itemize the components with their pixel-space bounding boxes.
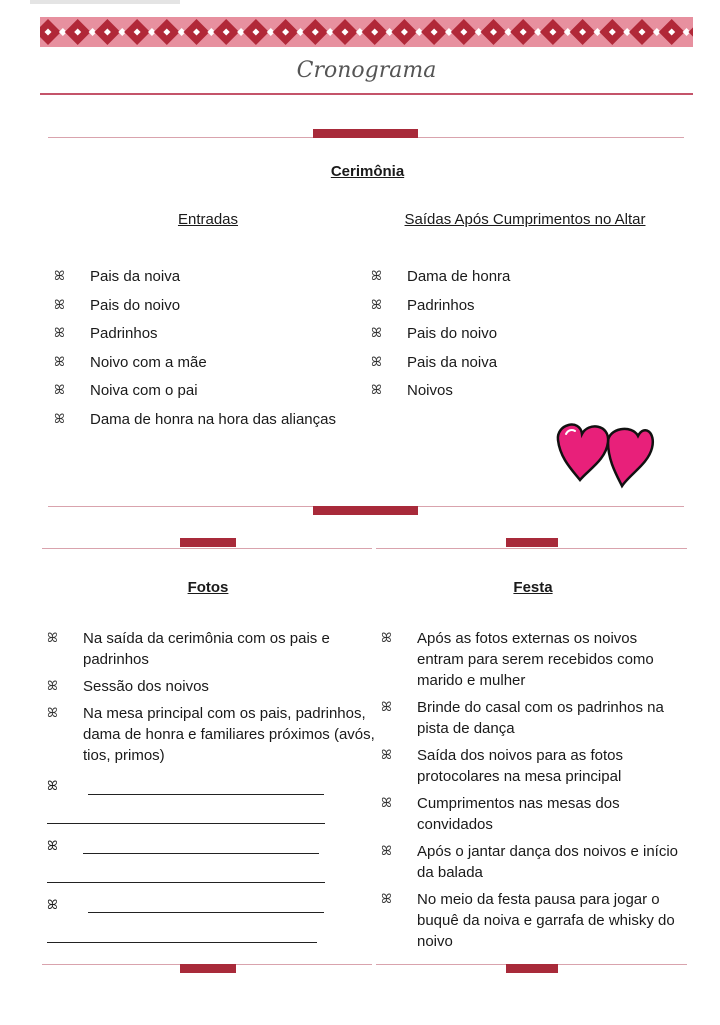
blank-line bbox=[83, 853, 319, 854]
list-item: ꕤ Noivo com a mãe bbox=[54, 353, 207, 371]
bullet-icon: ꕤ bbox=[381, 631, 392, 646]
title-divider bbox=[40, 93, 693, 95]
list-item: ꕤ Dama de honra bbox=[371, 268, 511, 285]
blank-line bbox=[88, 912, 324, 913]
bullet-icon: ꕤ bbox=[381, 844, 392, 859]
bullet-icon: ꕤ bbox=[371, 326, 382, 341]
bullet-icon: ꕤ bbox=[54, 354, 65, 370]
blank-line bbox=[47, 942, 317, 943]
list-item: ꕤ Brinde do casal com os padrinhos na pista de dança bbox=[381, 699, 664, 737]
photos-bottom-bar bbox=[180, 964, 236, 973]
entradas-list bbox=[54, 266, 364, 437]
bullet-icon: ꕤ bbox=[371, 354, 382, 370]
list-item: ꕤ Saída dos noivos para as fotos protocolares na mesa principal bbox=[381, 747, 623, 785]
list-item: ꕤ Na saída da cerimônia com os pais e padrinhos bbox=[47, 630, 330, 668]
list-item: ꕤ Cumprimentos nas mesas dos convidados bbox=[381, 795, 620, 833]
document-title: Cronograma bbox=[296, 58, 437, 83]
photos-top-line bbox=[42, 548, 372, 549]
ceremony-heading: Cerimônia bbox=[330, 163, 405, 180]
bullet-icon: ꕤ bbox=[371, 269, 382, 284]
bullet-icon: ꕤ bbox=[54, 326, 65, 341]
diamond-banner bbox=[40, 17, 693, 47]
blank-line bbox=[47, 823, 325, 824]
list-item: ꕤ Sessão dos noivos bbox=[47, 678, 209, 695]
bullet-icon: ꕤ bbox=[47, 898, 58, 913]
list-item: ꕤ Padrinhos bbox=[54, 325, 158, 342]
section-bottom-bar bbox=[313, 506, 418, 515]
list-item: ꕤ Pais do noivo bbox=[54, 296, 181, 314]
blank-line bbox=[88, 794, 324, 795]
party-top-bar bbox=[506, 538, 558, 547]
list-item: ꕤ Padrinhos bbox=[371, 296, 475, 314]
list-item: ꕤ Pais da noiva bbox=[54, 268, 181, 285]
bullet-icon: ꕤ bbox=[381, 892, 392, 907]
photos-heading: Fotos bbox=[187, 579, 229, 596]
top-shadow bbox=[30, 0, 180, 4]
bullet-icon: ꕤ bbox=[371, 383, 382, 398]
list-item: ꕤ Após as fotos externas os noivos entram para serem recebidos como marido e mulher bbox=[381, 630, 654, 689]
bullet-icon: ꕤ bbox=[47, 839, 58, 854]
list-item: ꕤ Após o jantar dança dos noivos e início da balada bbox=[381, 843, 678, 881]
bullet-icon: ꕤ bbox=[54, 411, 65, 427]
photos-top-bar bbox=[180, 538, 236, 547]
bullet-icon: ꕤ bbox=[371, 297, 382, 313]
saidas-list bbox=[371, 266, 671, 409]
bullet-icon: ꕤ bbox=[381, 796, 392, 811]
blank-line bbox=[47, 882, 325, 883]
bullet-icon: ꕤ bbox=[47, 706, 58, 721]
bullet-icon: ꕤ bbox=[54, 269, 65, 284]
bullet-icon: ꕤ bbox=[47, 779, 58, 794]
party-top-line bbox=[376, 548, 687, 549]
entradas-heading: Entradas bbox=[177, 211, 239, 228]
party-list bbox=[381, 628, 686, 958]
section-top-bar bbox=[313, 129, 418, 138]
party-bottom-bar bbox=[506, 964, 558, 973]
list-item: ꕤ Pais da noiva bbox=[371, 353, 498, 371]
hearts-icon bbox=[552, 420, 656, 490]
party-heading: Festa bbox=[513, 579, 553, 596]
photos-list bbox=[47, 628, 377, 772]
saidas-heading: Saídas Após Cumprimentos no Altar bbox=[404, 211, 646, 228]
bullet-icon: ꕤ bbox=[381, 700, 392, 715]
bullet-icon: ꕤ bbox=[381, 748, 392, 763]
list-item: ꕤ Dama de honra na hora das alianças bbox=[54, 410, 336, 428]
list-item: ꕤ Noivos bbox=[371, 382, 453, 399]
list-item: ꕤ Pais do noivo bbox=[371, 325, 498, 342]
list-item: ꕤ No meio da festa pausa para jogar o buquê da noiva e garrafa de whisky do noivo bbox=[381, 891, 675, 950]
bullet-icon: ꕤ bbox=[47, 631, 58, 646]
bullet-icon: ꕤ bbox=[54, 297, 65, 313]
list-item: ꕤ Na mesa principal com os pais, padrinhos, dama de honra e familiares próximos (avós, tios, primos) bbox=[47, 705, 375, 764]
list-item: ꕤ Noiva com o pai bbox=[54, 382, 198, 399]
bullet-icon: ꕤ bbox=[47, 679, 58, 694]
bullet-icon: ꕤ bbox=[54, 383, 65, 398]
